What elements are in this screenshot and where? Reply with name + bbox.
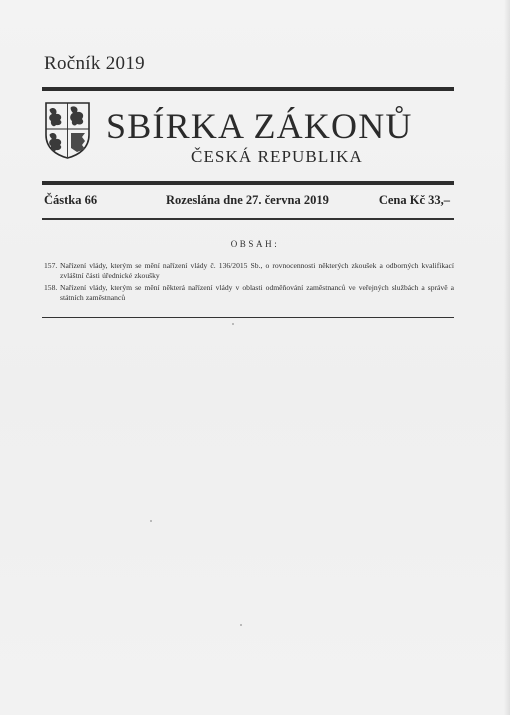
paper-speck xyxy=(150,520,152,522)
publication-title: SBÍRKA ZÁKONŮ xyxy=(106,106,413,146)
entry-number: 158. xyxy=(44,283,58,292)
paper-speck xyxy=(240,624,242,626)
entry-number: 157. xyxy=(44,261,58,270)
volume-year: Ročník 2019 xyxy=(44,53,145,74)
price: Cena Kč 33,– xyxy=(378,193,450,207)
entry-text: Nařízení vlády, kterým se mění nařízení vlády č. 136/2015 Sb., o rovnocennosti některých zkoušek a odborných kvalifikací zvláštní části úřednické zkoušky xyxy=(60,261,454,280)
meta-top-rule xyxy=(42,181,454,185)
paper-speck xyxy=(232,323,234,325)
czech-coat-of-arms-icon xyxy=(44,101,91,159)
entry-text: Nařízení vlády, kterým se mění některá nařízení vlády v oblasti odměňování zaměstnanců ve veřejných službách a správě a státních zaměstnanců xyxy=(60,283,454,302)
top-rule xyxy=(42,87,454,91)
contents-heading: OBSAH: xyxy=(230,239,280,249)
meta-bottom-rule xyxy=(42,218,454,220)
contents-bottom-rule xyxy=(42,317,454,318)
publication-subtitle: ČESKÁ REPUBLIKA xyxy=(191,147,363,166)
publication-date: Rozeslána dne 27. června 2019 xyxy=(166,193,329,207)
issue-number: Částka 66 xyxy=(44,193,98,207)
page-edge-shadow xyxy=(504,0,510,715)
